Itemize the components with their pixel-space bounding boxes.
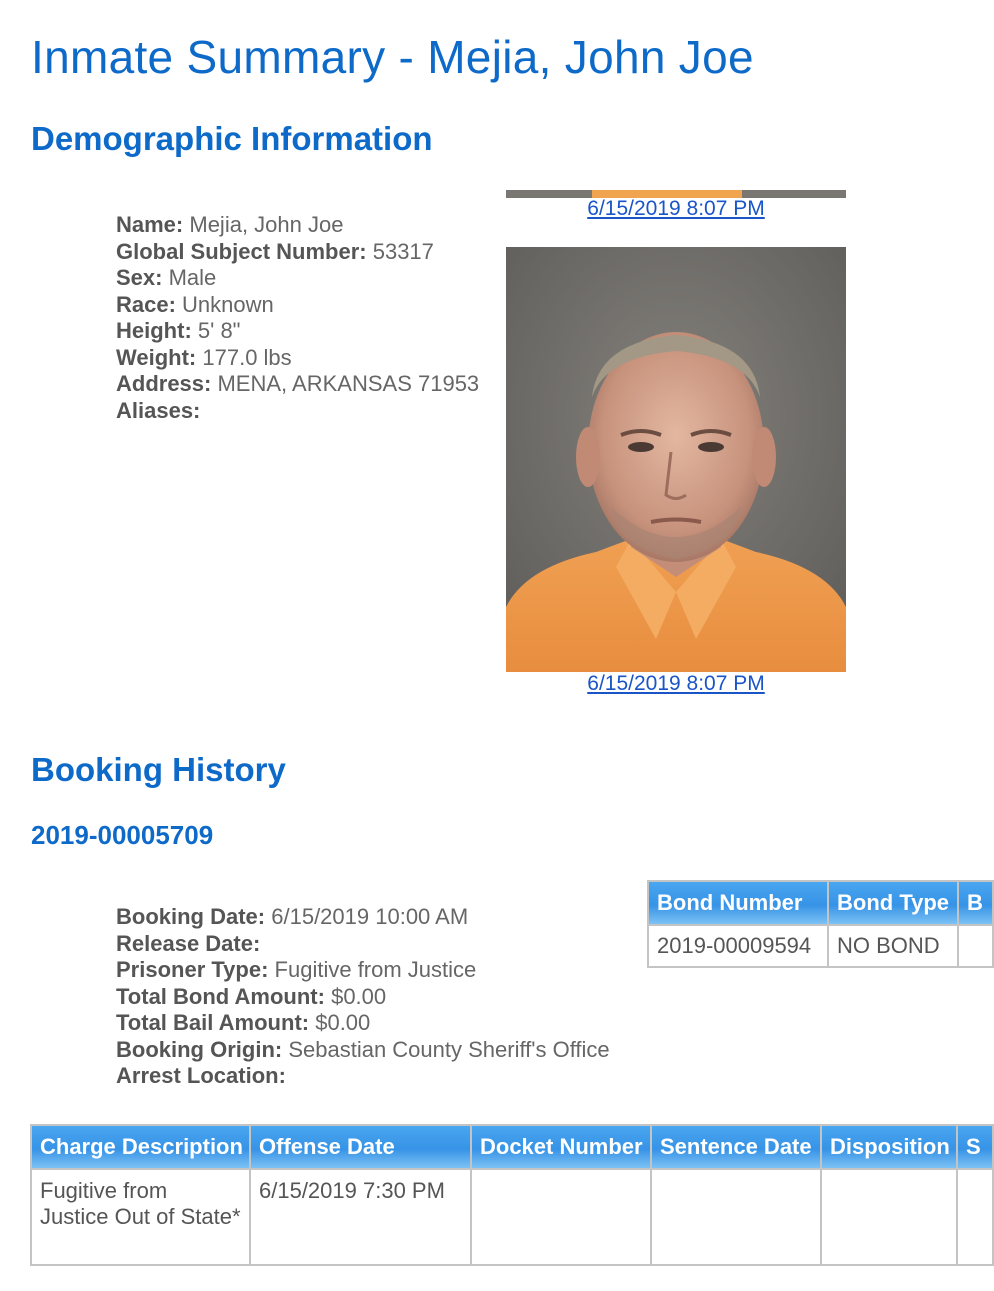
charge-col6-cell [957, 1169, 993, 1265]
mugshot-image [506, 247, 846, 672]
page-title: Inmate Summary - Mejia, John Joe [31, 31, 754, 83]
charge-table [30, 1124, 994, 1266]
photo-date-link-1[interactable]: 6/15/2019 8:07 PM [587, 197, 765, 220]
mugshot-photo[interactable] [506, 247, 846, 672]
docket-number-header[interactable]: Docket Number [471, 1125, 651, 1169]
aliases-field: Aliases: [116, 397, 201, 423]
total-bond-amount-field: Total Bond Amount: $0.00 [116, 983, 387, 1009]
sex-field: Sex: Male [116, 265, 217, 290]
release-date-field: Release Date: [116, 930, 261, 956]
table-row [31, 1169, 993, 1265]
bond-type-header[interactable]: Bond Type [828, 881, 958, 925]
charge-description-cell: Fugitive from Justice Out of State* [31, 1169, 250, 1265]
demographic-info [116, 212, 479, 424]
table-row [648, 925, 993, 967]
sentence-date-header[interactable]: Sentence Date [651, 1125, 821, 1169]
disposition-cell [821, 1169, 957, 1265]
booking-history-heading: Booking History [31, 751, 286, 788]
booking-origin-field: Booking Origin: Sebastian County Sheriff's Office [116, 1036, 610, 1062]
offense-date-header[interactable]: Offense Date [250, 1125, 471, 1169]
race-field: Race: Unknown [116, 291, 274, 317]
height-field: Height: 5' 8" [116, 318, 241, 343]
demographic-heading: Demographic Information [31, 120, 433, 157]
offense-date-cell: 6/15/2019 7:30 PM [250, 1169, 471, 1265]
bond-number-header[interactable]: Bond Number [648, 881, 828, 925]
disposition-header[interactable]: Disposition [821, 1125, 957, 1169]
arrest-location-field: Arrest Location: [116, 1063, 286, 1088]
docket-number-cell [471, 1169, 651, 1265]
bond-table [647, 880, 994, 968]
weight-field: Weight: 177.0 lbs [116, 344, 292, 370]
booking-number: 2019-00005709 [31, 820, 214, 850]
booking-info [116, 904, 610, 1090]
bond-number-cell: 2019-00009594 [648, 925, 828, 967]
bond-type-cell: NO BOND [828, 925, 958, 967]
name-field: Name: Mejia, John Joe [116, 212, 344, 237]
sentence-date-cell [651, 1169, 821, 1265]
charge-col6-header[interactable]: S [957, 1125, 993, 1169]
total-bail-amount-field: Total Bail Amount: $0.00 [116, 1010, 371, 1035]
charge-description-header[interactable]: Charge Description [31, 1125, 250, 1169]
photo-date-link-2[interactable]: 6/15/2019 8:07 PM [587, 672, 765, 695]
booking-date-field: Booking Date: 6/15/2019 10:00 AM [116, 904, 469, 929]
bond-col3-header[interactable]: B [958, 881, 993, 925]
global-subject-number-field: Global Subject Number: 53317 [116, 238, 434, 264]
prisoner-type-field: Prisoner Type: Fugitive from Justice [116, 957, 477, 982]
bond-col3-cell [958, 925, 993, 967]
address-field: Address: MENA, ARKANSAS 71953 [116, 371, 480, 396]
